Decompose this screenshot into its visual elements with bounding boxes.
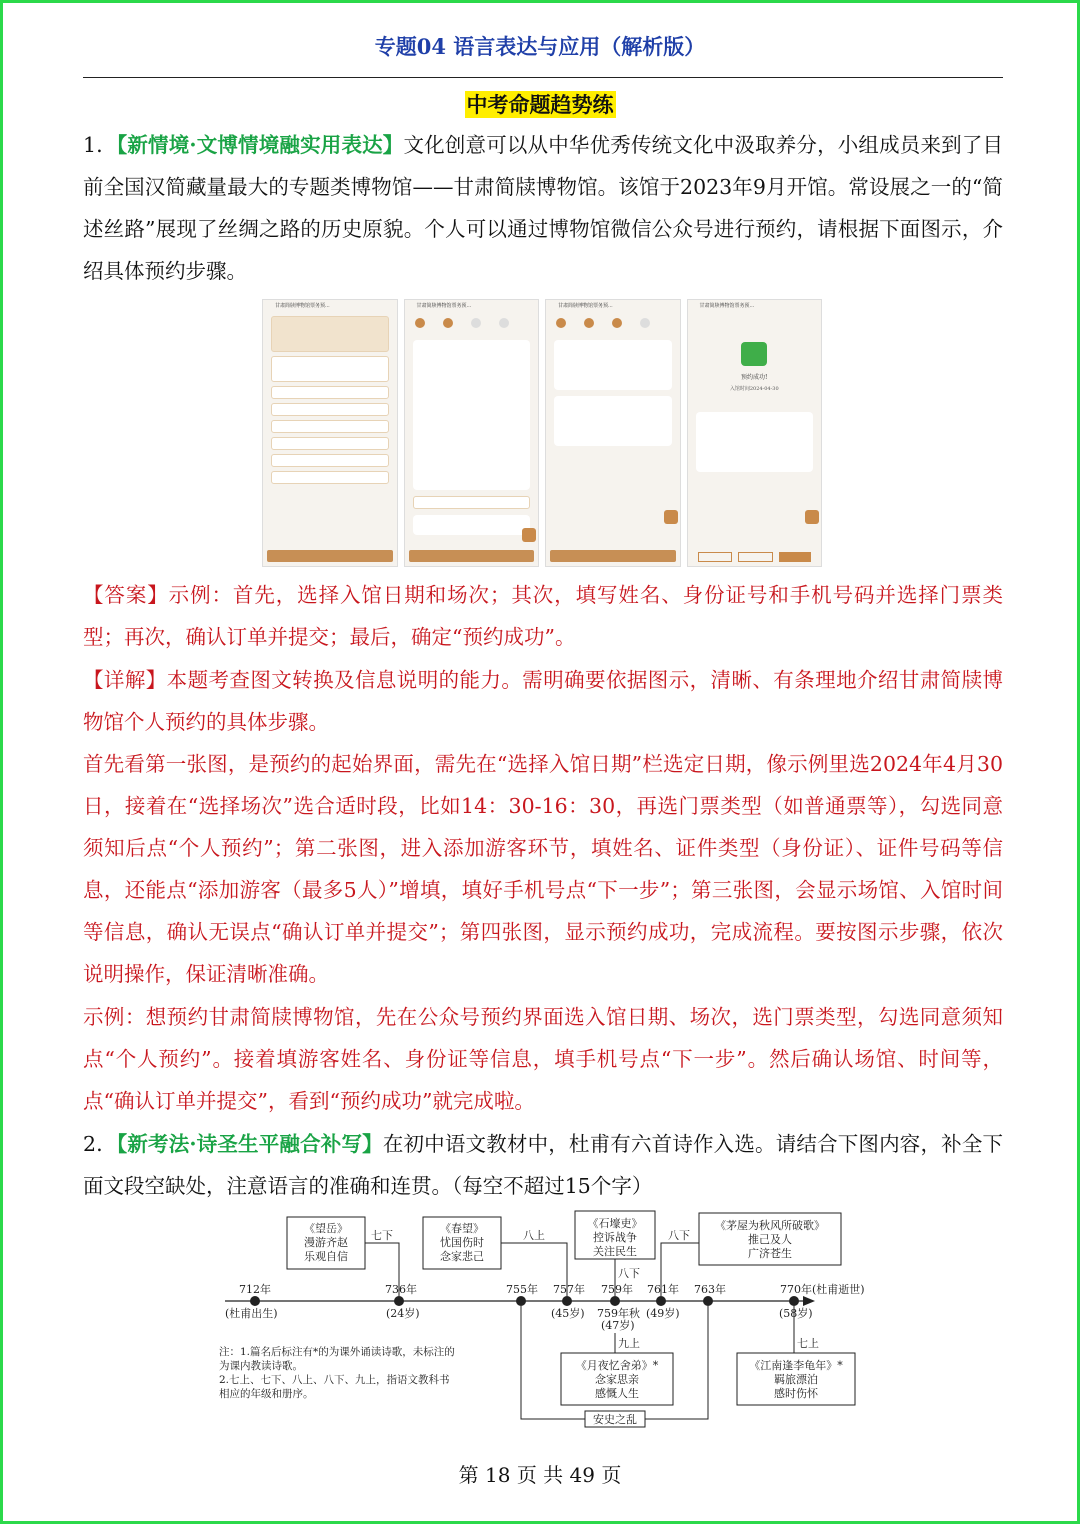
poem-line: 念家思亲 bbox=[595, 1373, 639, 1386]
answer-1: 【答案】示例：首先，选择入馆日期和场次；其次，填写姓名、身份证号和手机号码并选择门票类型；再次，确认订单并提交；最后，确定“预约成功”。 bbox=[83, 583, 1003, 649]
year-712: 712年 bbox=[239, 1283, 271, 1296]
birth-label: (杜甫出生) bbox=[225, 1307, 278, 1320]
section-title: 中考命题趋势练 bbox=[466, 92, 614, 117]
question-1-number: 1． bbox=[83, 133, 117, 157]
poem-line: 广济苍生 bbox=[748, 1247, 792, 1260]
poem-line: 乐观自信 bbox=[304, 1250, 348, 1263]
grade-label: 九上 bbox=[618, 1337, 640, 1350]
poem-line: 感时伤怀 bbox=[774, 1387, 818, 1400]
timeline-note: 为课内教读诗歌。 bbox=[219, 1360, 303, 1372]
question-1-tag: 【新情境·文博情境融实用表达】 bbox=[116, 133, 404, 157]
anshi-rebellion-label: 安史之乱 bbox=[593, 1413, 637, 1426]
question-1-text: 文化创意可以从中华优秀传统文化中汲取养分，小组成员来到了目前全国汉简藏量最大的专题类博物馆——甘肃简牍博物馆。该馆于2023年9月开馆。常设展之一的“简述丝路”展现了丝绸之路的历史原貌。个人可以通过博物馆微信公众号进行预约，请根据下面图示，介绍具体预约步骤。 bbox=[83, 133, 1003, 283]
timeline-note: 相应的年级和册序。 bbox=[219, 1388, 314, 1400]
phone-title: 甘肃简牍博物馆票务预... bbox=[416, 303, 472, 309]
grade-label: 七下 bbox=[371, 1229, 393, 1242]
page-footer: 第 18 页 共 49 页 bbox=[458, 1463, 622, 1487]
year-763: 763年 bbox=[694, 1283, 726, 1296]
explain-1b: 首先看第一张图，是预约的起始界面，需先在“选择入馆日期”栏选定日期，像示例里选2024年4月30日，接着在“选择场次”选合适时段，比如14：30-16：30，再选门票类型（如普通票等），勾选同意须知后点“个人预约”；第二张图，进入添加游客环节，填姓名、证件类型（身份证）、证件号码等信息，还能点“添加游客（最多5人）”增填，填好手机号点“下一步”；第三张图，会显示场馆、入馆时间等信息，确认无误点“确认订单并提交”；第四张图，显示预约成功，完成流程。要按图示步骤，依次说明操作，保证清晰准确。 bbox=[83, 752, 1003, 986]
year-736: 736年 bbox=[385, 1283, 417, 1296]
success-text: 预约成功! bbox=[741, 374, 768, 381]
year-761: 761年 bbox=[647, 1283, 679, 1296]
poem-title: 《石壕吏》 bbox=[587, 1217, 643, 1230]
poem-title: 《江南逢李龟年》* bbox=[749, 1359, 843, 1372]
age-58: (58岁) bbox=[779, 1307, 813, 1320]
grade-label: 八上 bbox=[523, 1229, 545, 1242]
explain-1a: 【详解】本题考查图文转换及信息说明的能力。需明确要依据图示，清晰、有条理地介绍甘肃简牍博物馆个人预约的具体步骤。 bbox=[83, 668, 1003, 734]
year-757: 757年 bbox=[553, 1283, 585, 1296]
poem-line: 羁旅漂泊 bbox=[774, 1373, 818, 1386]
poem-line: 推己及人 bbox=[748, 1233, 792, 1246]
age-24: (24岁) bbox=[386, 1307, 420, 1320]
year-759: 759年 bbox=[601, 1283, 633, 1296]
question-2-text: 在初中语文教材中，杜甫有六首诗作入选。请结合下图内容，补全下面文段空缺处，注意语言的准确和连贯。（每空不超过15个字） bbox=[83, 1132, 1004, 1198]
year-770: 770年(杜甫逝世) bbox=[780, 1283, 865, 1296]
poem-title: 《茅屋为秋风所破歌》 bbox=[715, 1219, 825, 1232]
poem-line: 关注民生 bbox=[593, 1245, 637, 1258]
label-759-autumn: 759年秋 bbox=[597, 1307, 640, 1320]
poem-line: 感慨人生 bbox=[595, 1387, 639, 1400]
dufu-timeline bbox=[3, 3, 1077, 1443]
phone-title: 甘肃简牍博物馆票务预... bbox=[558, 303, 613, 309]
page-header-title: 专题04 语言表达与应用（解析版） bbox=[374, 34, 706, 59]
explain-1c: 示例：想预约甘肃简牍博物馆，先在公众号预约界面选入馆日期、场次，选门票类型，勾选同意须知点“个人预约”。接着填游客姓名、身份证等信息，填手机号点“下一步”。然后确认场馆、时间等，点“确认订单并提交”，看到“预约成功”就完成啦。 bbox=[83, 1005, 1003, 1113]
poem-line: 念家悲己 bbox=[440, 1250, 484, 1263]
grade-label: 八下 bbox=[618, 1267, 640, 1280]
question-2-tag: 【新考法·诗圣生平融合补写】 bbox=[116, 1132, 383, 1156]
age-47: (47岁) bbox=[601, 1319, 635, 1332]
poem-title: 《望岳》 bbox=[304, 1222, 348, 1235]
poem-line: 忧国伤时 bbox=[440, 1236, 484, 1249]
grade-label: 八下 bbox=[668, 1229, 690, 1242]
poem-title: 《春望》 bbox=[440, 1222, 484, 1235]
poem-title: 《月夜忆舍弟》* bbox=[575, 1359, 659, 1372]
phone-title: 甘肃简牍博物馆票务预... bbox=[275, 303, 330, 309]
phone-title: 甘肃简牍博物馆票务预... bbox=[699, 303, 755, 309]
entry-date: 入馆时间2024-04-30 bbox=[729, 386, 779, 392]
age-49: (49岁) bbox=[646, 1307, 680, 1320]
year-755: 755年 bbox=[506, 1283, 538, 1296]
question-2-number: 2． bbox=[83, 1132, 117, 1156]
age-45: (45岁) bbox=[551, 1307, 585, 1320]
timeline-note: 2.七上、七下、八上、八下、九上，指语文教科书 bbox=[219, 1374, 450, 1386]
poem-line: 漫游齐赵 bbox=[304, 1236, 348, 1249]
timeline-note: 注：1.篇名后标注有*的为课外诵读诗歌，未标注的 bbox=[219, 1346, 455, 1358]
grade-label: 七上 bbox=[797, 1337, 819, 1350]
poem-line: 控诉战争 bbox=[593, 1231, 637, 1244]
